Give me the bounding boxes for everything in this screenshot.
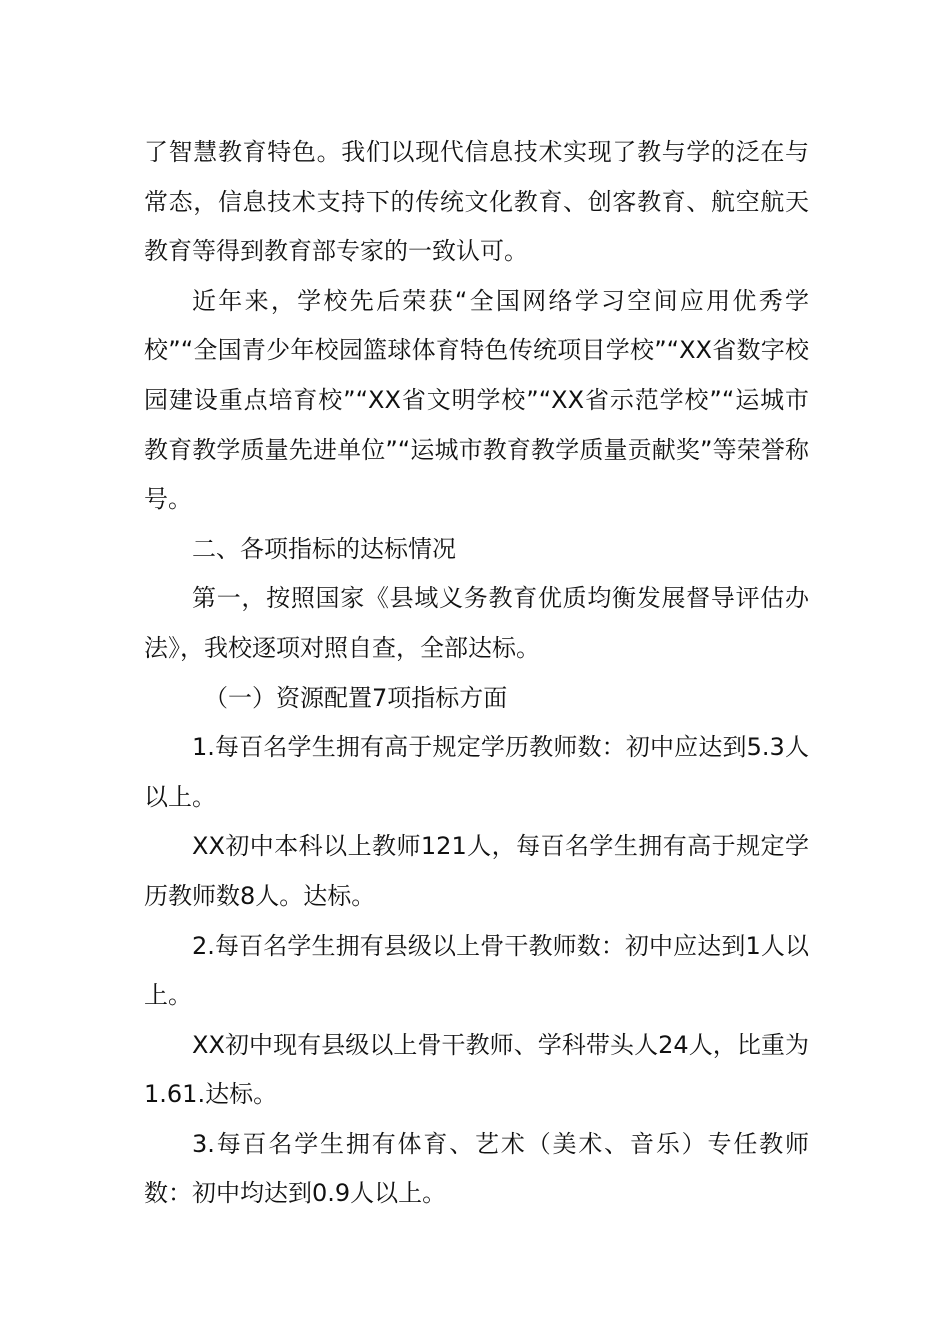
indicator-3-requirement: 3.每百名学生拥有体育、艺术（美术、音乐）专任教师数：初中均达到0.9人以上。 bbox=[144, 1129, 809, 1208]
indicator-2-result: XX初中现有县级以上骨干教师、学科带头人24人，比重为1.61.达标。 bbox=[144, 1030, 809, 1109]
subsection-heading-resources: （一）资源配置7项指标方面 bbox=[204, 683, 508, 712]
paragraph-honors: 近年来，学校先后荣获“全国网络学习空间应用优秀学校”“全国青少年校园篮球体育特色传统项目学校”“XX省数字校园建设重点培育校”“XX省文明学校”“XX省示范学校”“运城市教育教学质量先进单位”“运城市教育教学质量贡献奖”等荣誉称号。 bbox=[144, 286, 809, 514]
document-body bbox=[144, 128, 809, 1219]
paragraph-smart-education: 了智慧教育特色。我们以现代信息技术实现了教与学的泛在与常态，信息技术支持下的传统文化教育、创客教育、航空航天教育等得到教育部专家的一致认可。 bbox=[144, 138, 809, 266]
section-heading-indicators: 二、各项指标的达标情况 bbox=[192, 534, 456, 563]
indicator-1-result: XX初中本科以上教师121人，每百名学生拥有高于规定学历教师数8人。达标。 bbox=[144, 832, 809, 910]
indicator-1-requirement: 1.每百名学生拥有高于规定学历教师数：初中应达到5.3人以上。 bbox=[144, 733, 809, 811]
paragraph-self-check: 第一，按照国家《县域义务教育优质均衡发展督导评估办法》，我校逐项对照自查，全部达标。 bbox=[144, 584, 809, 662]
indicator-2-requirement: 2.每百名学生拥有县级以上骨干教师数：初中应达到1人以上。 bbox=[144, 931, 809, 1010]
